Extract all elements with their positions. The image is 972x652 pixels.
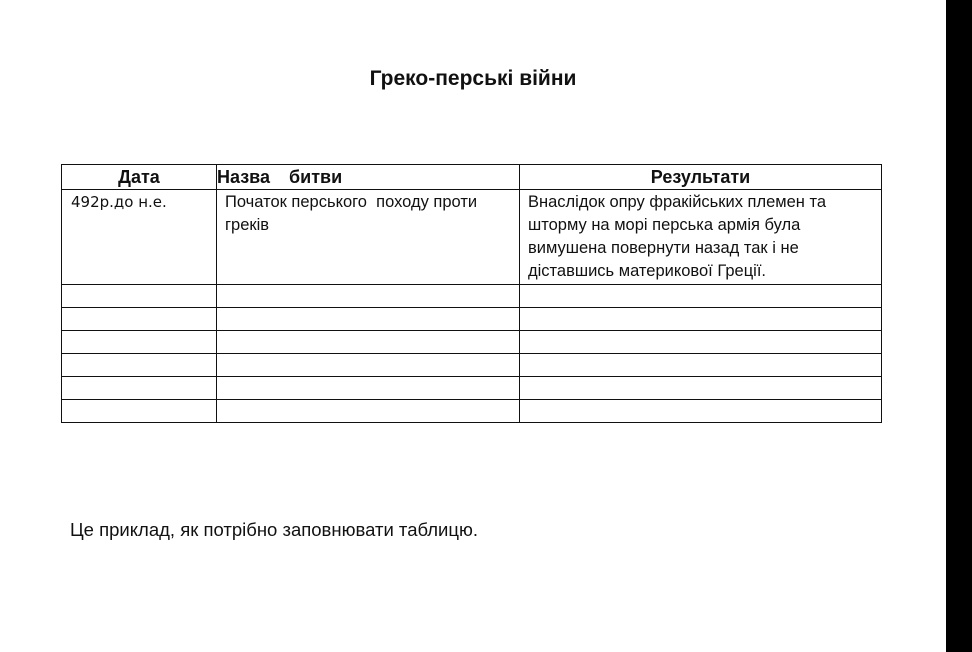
- table-row: [62, 308, 882, 331]
- table-row: [62, 190, 882, 285]
- cell-date: [62, 400, 217, 423]
- cell-date: [62, 285, 217, 308]
- table-header-row: [62, 165, 882, 190]
- cell-result: [520, 331, 882, 354]
- table-row: [62, 354, 882, 377]
- header-date: Дата: [62, 165, 217, 190]
- cell-date: 492р.до н.е.: [62, 190, 217, 285]
- example-note: Це приклад, як потрібно заповнювати таблицю.: [70, 519, 478, 540]
- cell-result: [520, 308, 882, 331]
- window-edge-bar: [946, 0, 972, 652]
- cell-result: [520, 400, 882, 423]
- table-row: [62, 377, 882, 400]
- table-row: [62, 331, 882, 354]
- cell-battle: [217, 308, 520, 331]
- table-row: [62, 400, 882, 423]
- battles-table: [61, 164, 882, 423]
- cell-result: [520, 377, 882, 400]
- header-results: Результати: [520, 165, 882, 190]
- cell-battle: [217, 331, 520, 354]
- cell-battle: [217, 354, 520, 377]
- cell-date: [62, 331, 217, 354]
- cell-date: [62, 308, 217, 331]
- header-battle-name: Назва битви: [217, 165, 520, 190]
- cell-result: Внаслідок опру фракійських племен та шторму на морі перська армія була вимушена повернути назад так і не діставшись материкової Греції.: [520, 190, 882, 285]
- cell-result: [520, 354, 882, 377]
- cell-result: [520, 285, 882, 308]
- cell-battle: Початок перського походу проти греків: [217, 190, 520, 285]
- cell-battle: [217, 285, 520, 308]
- cell-battle: [217, 377, 520, 400]
- cell-date: [62, 377, 217, 400]
- table-row: [62, 285, 882, 308]
- cell-battle: [217, 400, 520, 423]
- cell-date: [62, 354, 217, 377]
- document-title: Греко-перські війни: [369, 67, 577, 90]
